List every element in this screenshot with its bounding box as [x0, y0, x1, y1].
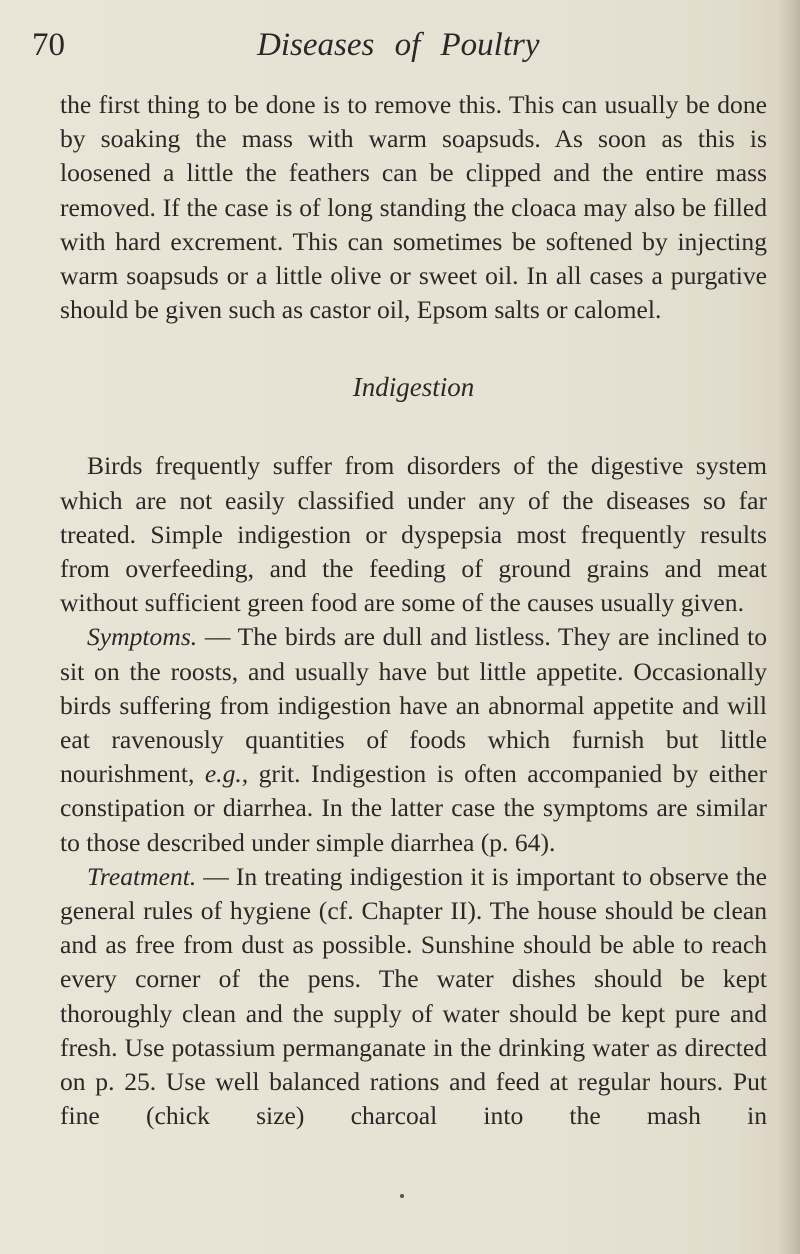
treatment-text: — In treating indigestion it is important to observe the general rules of hygiene (cf. Chapter II). The house should be clean and as free from dust as possible. Sunshine should be able to reach every corner of the pens. The water dishes should be kept thoroughly clean and the supply of water should be kept pure and fresh. Use potassium permanganate in the drinking water as directed on p. 25. Use well balanced rations and feed at regular hours. Put fine (chick size) charcoal into the mash in [60, 861, 767, 1131]
ink-speck [400, 1194, 404, 1198]
symptoms-paragraph [60, 620, 767, 859]
treatment-paragraph [60, 860, 767, 1134]
running-title: Diseases of Poultry [257, 27, 540, 63]
symptoms-eg: e.g., [194, 759, 249, 789]
section-title: Indigestion [352, 372, 475, 403]
page-edge-shadow [778, 0, 800, 1254]
symptoms-label: Symptoms. [87, 622, 198, 652]
page-header [32, 22, 762, 68]
body-text [60, 88, 767, 1133]
treatment-label: Treatment. [87, 861, 197, 891]
symptoms-text: — The birds are dull and listless. They are inclined to sit on the roosts, and usually have but little appetite. Occasionally birds suffering from indigestion have an abnormal appetite and will eat ravenously quantities of foods which furnish but little nourishment, [60, 622, 767, 789]
intro-paragraph: Birds frequently suffer from disorders of the digestive system which are not easily classified under any of the diseases so far treated. Simple indigestion or dyspepsia most frequently results from overfeeding, and the feeding of ground grains and meat without sufficient green food are some of the causes usually given. [60, 451, 767, 618]
continuation-paragraph: the first thing to be done is to remove this. This can usually be done by soaking the mass with warm soapsuds. As soon as this is loosened a little the feathers can be clipped and the entire mass removed. If the case is of long standing the cloaca may also be filled with hard excrement. This can sometimes be softened by injecting warm soapsuds or a little olive or sweet oil. In all cases a purgative should be given such as castor oil, Epsom salts or calomel. [60, 90, 767, 325]
page-number: 70 [32, 27, 65, 63]
symptoms-text-2: grit. Indigestion is often accompanied by either constipation or diarrhea. In the latter case the symptoms are similar to those described under simple diarrhea (p. 64). [60, 759, 767, 857]
